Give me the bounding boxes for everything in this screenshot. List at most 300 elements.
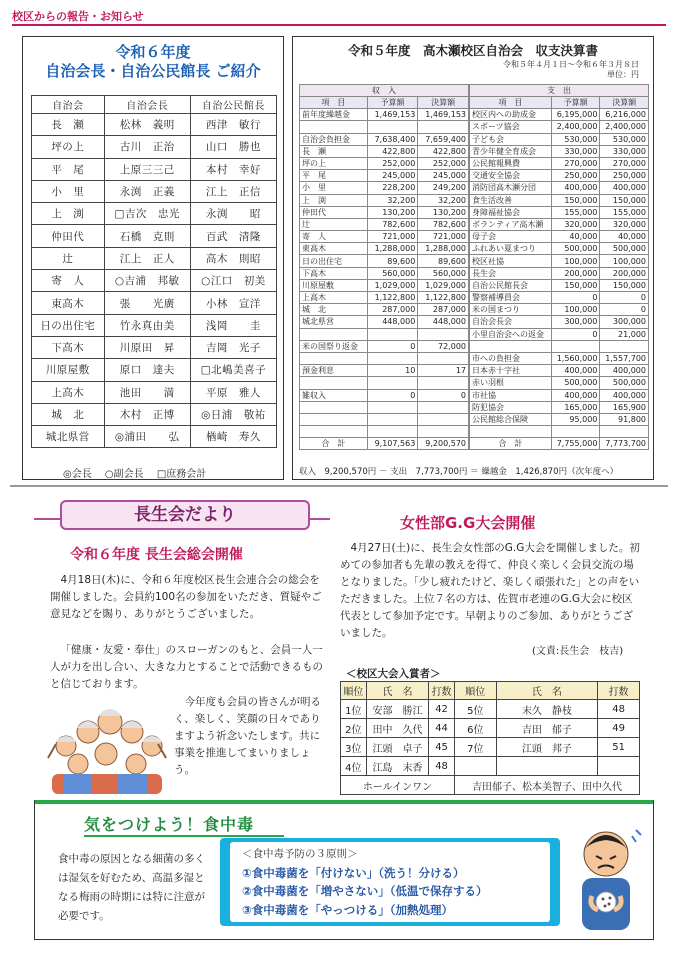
expense-cell-item: 自治会長会 [470, 316, 552, 328]
roster-row [32, 114, 277, 136]
income-row [300, 328, 469, 340]
expense-row [470, 328, 649, 340]
income-cell-item: 東高木 [300, 243, 368, 255]
roster-cell-hall-director: 平原 雅人 [190, 381, 276, 403]
income-cell-item: 預金利息 [300, 365, 368, 377]
income-cell-item [300, 352, 368, 364]
income-cell-item: 寄 人 [300, 231, 368, 243]
budget-unit: 単位：円 [607, 70, 639, 79]
rank-cell-place: 1位 [341, 700, 367, 719]
income-cell-actual [418, 426, 469, 438]
expense-cell-budget: 6,195,000 [551, 109, 600, 121]
income-row [300, 292, 469, 304]
expense-cell-budget: 95,000 [551, 413, 600, 425]
income-cell-budget: 9,107,563 [367, 438, 418, 450]
rank-header-row [341, 682, 640, 700]
roster-cell-association: 長 瀬 [32, 114, 105, 136]
expense-cell-budget: 0 [551, 328, 600, 340]
choseikai-paragraph-1: 4月18日(木)に、令和６年度校区長生会連合会の総会を開催しました。会員約100名の参加をいただき、質疑やご意見などを賜り、ありがとうございました。 [50, 574, 322, 620]
income-cell-actual: 448,000 [418, 316, 469, 328]
income-row [300, 121, 469, 133]
income-cell-budget: 252,000 [367, 157, 418, 169]
expense-cell-actual: 165,900 [600, 401, 649, 413]
income-cell-actual: 130,200 [418, 206, 469, 218]
expense-cell-item: 母子会 [470, 231, 552, 243]
income-cell-actual [418, 401, 469, 413]
roster-cell-president: 木村 正博 [104, 403, 190, 425]
rank-cell-strokes: 45 [429, 738, 455, 757]
expense-cell-actual: 500,000 [600, 377, 649, 389]
roster-cell-association: 日の出住宅 [32, 314, 105, 336]
income-cell-item: 米の国祭り返金 [300, 340, 368, 352]
expense-row [470, 218, 649, 230]
rank-cell-place-2 [454, 757, 496, 776]
expense-row [470, 389, 649, 401]
choseikai-heading: 令和６年度 長生会総会開催 [70, 547, 243, 563]
expense-cell-actual: 2,400,000 [600, 121, 649, 133]
rank-col-place: 順位 [341, 682, 367, 700]
income-cell-budget [367, 426, 418, 438]
budget-summary: 収入 9,200,570円 － 支出 7,773,700円 ＝ 繰越金 1,426,870円（次年度へ） [299, 467, 619, 477]
roster-cell-association: 寄 人 [32, 270, 105, 292]
income-cell-budget: 0 [367, 340, 418, 352]
income-row [300, 377, 469, 389]
income-cell-actual: 1,122,800 [418, 292, 469, 304]
expense-cell-budget: 330,000 [551, 145, 600, 157]
roster-cell-hall-director: 西津 敏行 [190, 114, 276, 136]
expense-row [470, 316, 649, 328]
roster-cell-association: 上高木 [32, 381, 105, 403]
expense-cell-item [470, 340, 552, 352]
roster-cell-president: 池田 満 [104, 381, 190, 403]
expense-cell-actual: 320,000 [600, 218, 649, 230]
income-cell-item: 坪の上 [300, 157, 368, 169]
expense-cell-item: 校区社協 [470, 255, 552, 267]
expense-row [470, 109, 649, 121]
income-cell-budget: 7,638,400 [367, 133, 418, 145]
income-col-item: 項 目 [300, 97, 368, 109]
roster-cell-president: ◎浦田 弘 [104, 426, 190, 448]
income-row [300, 438, 469, 450]
expense-row [470, 243, 649, 255]
income-cell-item: 辻 [300, 218, 368, 230]
roster-cell-association: 川原屋敷 [32, 359, 105, 381]
income-row [300, 340, 469, 352]
hole-in-one-row [341, 776, 640, 795]
roster-cell-association: 辻 [32, 247, 105, 269]
expense-cell-actual: 6,216,000 [600, 109, 649, 121]
income-cell-item [300, 426, 368, 438]
food-rules-box [220, 838, 560, 926]
income-col-budget: 予算額 [367, 97, 418, 109]
roster-cell-association: 上 渕 [32, 203, 105, 225]
choseikai-paragraph-2: 「健康・友愛・奉仕」のスローガンのもと、会員一人一人が力を出し合い、大きな力とすることで活動できるものと信じております。 [50, 644, 323, 690]
gg-body: 4月27日(土)に、長生会女性部のG.G大会を開催しました。初めての参加者も先輩の教えを得て、仲良く楽しく会員交流の場となりました。「少し疲れたけど、楽しく頑張れた」との声をいただきました。上位７名の方は、佐賀市老連のG.G大会に校区代表として参加予定です。早朝よりのご参加、ありがとうございました。 [340, 542, 640, 639]
expense-cell-actual: 330,000 [600, 145, 649, 157]
roster-cell-hall-director: □北嶋美喜子 [190, 359, 276, 381]
income-cell-budget [367, 413, 418, 425]
expense-cell-budget: 155,000 [551, 206, 600, 218]
roster-cell-hall-director: 小林 宣洋 [190, 292, 276, 314]
expense-row [470, 279, 649, 291]
expense-cell-item: 市社協 [470, 389, 552, 401]
banner-rule-left [34, 518, 60, 520]
roster-col-president: 自治会長 [104, 96, 190, 114]
expense-cell-budget: 2,400,000 [551, 121, 600, 133]
expense-row [470, 292, 649, 304]
roster-cell-hall-director: 本村 幸好 [190, 158, 276, 180]
expense-cell-budget: 100,000 [551, 304, 600, 316]
income-cell-actual [418, 328, 469, 340]
expense-cell-budget: 7,755,000 [551, 438, 600, 450]
expense-cell-item: 校区内への助成金 [470, 109, 552, 121]
income-cell-actual: 0 [418, 389, 469, 401]
income-row [300, 389, 469, 401]
income-cell-item: 上 渕 [300, 194, 368, 206]
income-cell-actual: 1,029,000 [418, 279, 469, 291]
expense-col-actual: 決算額 [600, 97, 649, 109]
rank-col-strokes: 打数 [429, 682, 455, 700]
choseikai-banner: 長生会だより [60, 500, 310, 530]
income-row [300, 365, 469, 377]
roster-cell-association: 城 北 [32, 403, 105, 425]
roster-row [32, 336, 277, 358]
income-cell-actual: 9,200,570 [418, 438, 469, 450]
income-row [300, 279, 469, 291]
expense-cell-actual: 300,000 [600, 316, 649, 328]
income-cell-budget [367, 121, 418, 133]
roster-cell-association: 平 尾 [32, 158, 105, 180]
income-cell-item: 前年度繰越金 [300, 109, 368, 121]
banner-rule-right [310, 518, 330, 520]
roster-row [32, 426, 277, 448]
rank-cell-place-2: 5位 [454, 700, 496, 719]
income-cell-budget: 1,469,153 [367, 109, 418, 121]
expense-row [470, 365, 649, 377]
expense-cell-budget: 250,000 [551, 170, 600, 182]
roster-cell-association: 坪の上 [32, 136, 105, 158]
rank-row [341, 719, 640, 738]
roster-header-row [32, 96, 277, 114]
income-col-actual: 決算額 [418, 97, 469, 109]
roster-cell-hall-director: 永渕 昭 [190, 203, 276, 225]
expense-cell-actual: 200,000 [600, 267, 649, 279]
hole-in-one-names: 吉田郁子、松本美智子、田中久代 [454, 776, 639, 795]
roster-cell-president: □吉次 忠光 [104, 203, 190, 225]
food-title: 気をつけよう！食中毒 [84, 815, 255, 834]
roster-cell-hall-director: 吉岡 光子 [190, 336, 276, 358]
roster-cell-hall-director: 百武 清隆 [190, 225, 276, 247]
rank-table [340, 681, 640, 795]
roster-cell-president: 古川 正治 [104, 136, 190, 158]
expense-cell-budget: 165,000 [551, 401, 600, 413]
expense-cell-item: ふれあい夏まつり [470, 243, 552, 255]
expense-cell-actual: 150,000 [600, 279, 649, 291]
expense-cell-budget: 100,000 [551, 255, 600, 267]
expense-cell-item: 防犯協会 [470, 401, 552, 413]
expense-cell-item [470, 426, 552, 438]
expense-row [470, 231, 649, 243]
budget-period: 令和５年４月１日～令和６年３月８日 [503, 60, 639, 69]
expense-row [470, 182, 649, 194]
expense-cell-actual: 155,000 [600, 206, 649, 218]
expense-cell-actual: 7,773,700 [600, 438, 649, 450]
expense-cell-item: 市への負担金 [470, 352, 552, 364]
income-table [299, 84, 469, 450]
roster-row [32, 359, 277, 381]
income-cell-budget: 89,600 [367, 255, 418, 267]
expense-cell-budget: 300,000 [551, 316, 600, 328]
income-cell-budget: 130,200 [367, 206, 418, 218]
expense-row [470, 340, 649, 352]
income-cell-actual [418, 352, 469, 364]
expense-cell-item: 子ども会 [470, 133, 552, 145]
stomachache-boy-illustration [568, 822, 644, 934]
income-row [300, 316, 469, 328]
roster-cell-president: ○吉浦 邦敏 [104, 270, 190, 292]
income-cell-item: 日の出住宅 [300, 255, 368, 267]
income-cell-actual: 7,659,400 [418, 133, 469, 145]
expense-row [470, 413, 649, 425]
income-cell-item: 長 瀬 [300, 145, 368, 157]
expense-cell-item: 自治公民館長会 [470, 279, 552, 291]
income-cell-item [300, 121, 368, 133]
rank-cell-place-2: 7位 [454, 738, 496, 757]
income-cell-budget: 422,800 [367, 145, 418, 157]
roster-cell-president: 張 光廣 [104, 292, 190, 314]
income-row [300, 304, 469, 316]
expense-cell-actual: 40,000 [600, 231, 649, 243]
income-cell-item: 雑収入 [300, 389, 368, 401]
expense-row [470, 157, 649, 169]
expense-cell-budget: 150,000 [551, 279, 600, 291]
rank-cell-name: 安部 勝江 [366, 700, 428, 719]
expense-cell-item: 消防団高木瀬分団 [470, 182, 552, 194]
food-title-underline [84, 835, 284, 837]
expense-cell-actual: 0 [600, 292, 649, 304]
income-cell-budget [367, 352, 418, 364]
expense-cell-item: 米の国まつり [470, 304, 552, 316]
rank-cell-strokes: 48 [429, 757, 455, 776]
income-cell-item: 平 尾 [300, 170, 368, 182]
roster-row [32, 381, 277, 403]
income-row [300, 206, 469, 218]
roster-cell-hall-director: 浅岡 圭 [190, 314, 276, 336]
income-row [300, 413, 469, 425]
expense-cell-item: 警察補導員会 [470, 292, 552, 304]
income-cell-item: 合 計 [300, 438, 368, 450]
roster-cell-hall-director: 楢崎 寿久 [190, 426, 276, 448]
income-cell-actual [418, 121, 469, 133]
income-cell-actual: 1,288,000 [418, 243, 469, 255]
rank-cell-name-2: 末久 静枝 [496, 700, 597, 719]
expense-cell-actual: 400,000 [600, 389, 649, 401]
expense-cell-actual: 400,000 [600, 182, 649, 194]
income-cell-item: 城北県営 [300, 316, 368, 328]
roster-cell-association: 仲田代 [32, 225, 105, 247]
income-cell-actual: 89,600 [418, 255, 469, 267]
rank-col-place-2: 順位 [454, 682, 496, 700]
expense-cell-actual: 250,000 [600, 170, 649, 182]
expense-cell-budget: 530,000 [551, 133, 600, 145]
income-cell-actual: 245,000 [418, 170, 469, 182]
roster-row [32, 203, 277, 225]
income-cell-budget: 0 [367, 389, 418, 401]
income-cell-budget [367, 401, 418, 413]
income-cell-actual [418, 377, 469, 389]
rank-cell-strokes: 44 [429, 719, 455, 738]
roster-cell-hall-director: 江上 正信 [190, 180, 276, 202]
expense-cell-item: スポーツ協会 [470, 121, 552, 133]
roster-row [32, 270, 277, 292]
expense-cell-actual: 100,000 [600, 255, 649, 267]
rank-cell-strokes-2: 48 [598, 700, 640, 719]
rank-row [341, 757, 640, 776]
income-row [300, 145, 469, 157]
rank-row [341, 700, 640, 719]
income-cell-budget: 32,200 [367, 194, 418, 206]
income-cell-budget: 560,000 [367, 267, 418, 279]
expense-col-item: 項 目 [470, 97, 552, 109]
expense-row [470, 145, 649, 157]
income-cell-budget: 245,000 [367, 170, 418, 182]
income-row [300, 109, 469, 121]
income-cell-actual: 560,000 [418, 267, 469, 279]
expense-cell-budget: 150,000 [551, 194, 600, 206]
income-cell-item [300, 413, 368, 425]
expense-cell-budget [551, 340, 600, 352]
income-row [300, 133, 469, 145]
expense-cell-item: 青少年健全育成会 [470, 145, 552, 157]
income-cell-actual: 721,000 [418, 231, 469, 243]
expense-cell-item: 小里自治会への返金 [470, 328, 552, 340]
expense-cell-budget: 500,000 [551, 377, 600, 389]
income-row [300, 170, 469, 182]
rank-col-strokes-2: 打数 [598, 682, 640, 700]
roster-row [32, 314, 277, 336]
rank-cell-name-2: 吉田 郁子 [496, 719, 597, 738]
expense-cell-item: 日本赤十字社 [470, 365, 552, 377]
rank-cell-place: 3位 [341, 738, 367, 757]
income-row [300, 157, 469, 169]
expense-row [470, 267, 649, 279]
income-cell-item: 仲田代 [300, 206, 368, 218]
income-row [300, 255, 469, 267]
expense-cell-item: 食生活改善 [470, 194, 552, 206]
roster-row [32, 403, 277, 425]
legend-chair: ◎会長 [63, 469, 92, 480]
elderly-group-illustration [44, 702, 170, 794]
roster-cell-president: 川原田 昇 [104, 336, 190, 358]
section-divider [10, 485, 668, 487]
expense-row [470, 194, 649, 206]
expense-cell-budget: 1,560,000 [551, 352, 600, 364]
expense-cell-item: 赤い羽根 [470, 377, 552, 389]
expense-table [469, 84, 649, 450]
income-row [300, 267, 469, 279]
roster-row [32, 136, 277, 158]
expense-cell-item: ボランティア高木瀬 [470, 218, 552, 230]
expense-cell-actual: 1,557,700 [600, 352, 649, 364]
rank-title: ＜校区大会入賞者＞ [346, 668, 441, 680]
roster-panel [22, 36, 284, 480]
legend-vice-chair: ○副会長 [104, 469, 144, 480]
income-row [300, 218, 469, 230]
expense-row [470, 426, 649, 438]
budget-title: 令和５年度 高木瀬校区自治会 収支決算書 [347, 43, 598, 58]
income-cell-actual: 252,000 [418, 157, 469, 169]
expense-cell-item: 公民館総合保険 [470, 413, 552, 425]
income-cell-item: 上高木 [300, 292, 368, 304]
expense-cell-budget: 400,000 [551, 365, 600, 377]
income-row [300, 401, 469, 413]
income-cell-actual: 782,600 [418, 218, 469, 230]
rank-cell-name-2 [496, 757, 597, 776]
income-cell-budget [367, 377, 418, 389]
expense-cell-budget: 400,000 [551, 389, 600, 401]
roster-cell-president: 永渕 正義 [104, 180, 190, 202]
rank-cell-name: 田中 久代 [366, 719, 428, 738]
roster-cell-hall-director: ○江口 初美 [190, 270, 276, 292]
income-cell-budget: 1,288,000 [367, 243, 418, 255]
rank-cell-place-2: 6位 [454, 719, 496, 738]
expense-row [470, 438, 649, 450]
income-cell-item [300, 401, 368, 413]
rank-cell-place: 4位 [341, 757, 367, 776]
food-rules-title: ＜食中毒予防の３原則＞ [242, 848, 358, 860]
roster-title-year: 令和６年度 [115, 43, 191, 61]
expense-cell-budget: 0 [551, 292, 600, 304]
income-cell-budget: 287,000 [367, 304, 418, 316]
roster-col-association: 自治会 [32, 96, 105, 114]
roster-cell-hall-director: 高木 則昭 [190, 247, 276, 269]
roster-row [32, 225, 277, 247]
rank-cell-strokes: 42 [429, 700, 455, 719]
roster-cell-president: 石橋 克則 [104, 225, 190, 247]
section-header: 校区からの報告・お知らせ [12, 10, 144, 23]
income-row [300, 243, 469, 255]
expense-label: 支 出 [470, 85, 649, 97]
rank-cell-place: 2位 [341, 719, 367, 738]
income-cell-budget: 10 [367, 365, 418, 377]
roster-cell-association: 東高木 [32, 292, 105, 314]
roster-cell-president: 竹永真由美 [104, 314, 190, 336]
expense-row [470, 206, 649, 218]
roster-row [32, 247, 277, 269]
expense-cell-item: 公民館報興費 [470, 157, 552, 169]
roster-table [31, 95, 277, 448]
food-rule-1: ①食中毒菌を「付けない」（洗う！分ける） [242, 865, 465, 880]
expense-cell-budget [551, 426, 600, 438]
expense-row [470, 352, 649, 364]
header-rule [12, 24, 666, 26]
gg-credit: (文責:長生会 枝吉) [532, 646, 624, 657]
income-row [300, 426, 469, 438]
income-cell-item [300, 377, 368, 389]
expense-cell-budget: 500,000 [551, 243, 600, 255]
roster-row [32, 158, 277, 180]
income-label: 収 入 [300, 85, 469, 97]
expense-cell-actual: 91,800 [600, 413, 649, 425]
expense-row [470, 401, 649, 413]
expense-row [470, 304, 649, 316]
roster-cell-association: 下高木 [32, 336, 105, 358]
expense-row [470, 377, 649, 389]
income-cell-item: 自治会負担金 [300, 133, 368, 145]
income-cell-budget: 1,029,000 [367, 279, 418, 291]
food-rule-3: ③食中毒菌を「やっつける」（加熱処理） [242, 902, 453, 917]
legend-treasurer: □庶務会計 [156, 469, 207, 480]
